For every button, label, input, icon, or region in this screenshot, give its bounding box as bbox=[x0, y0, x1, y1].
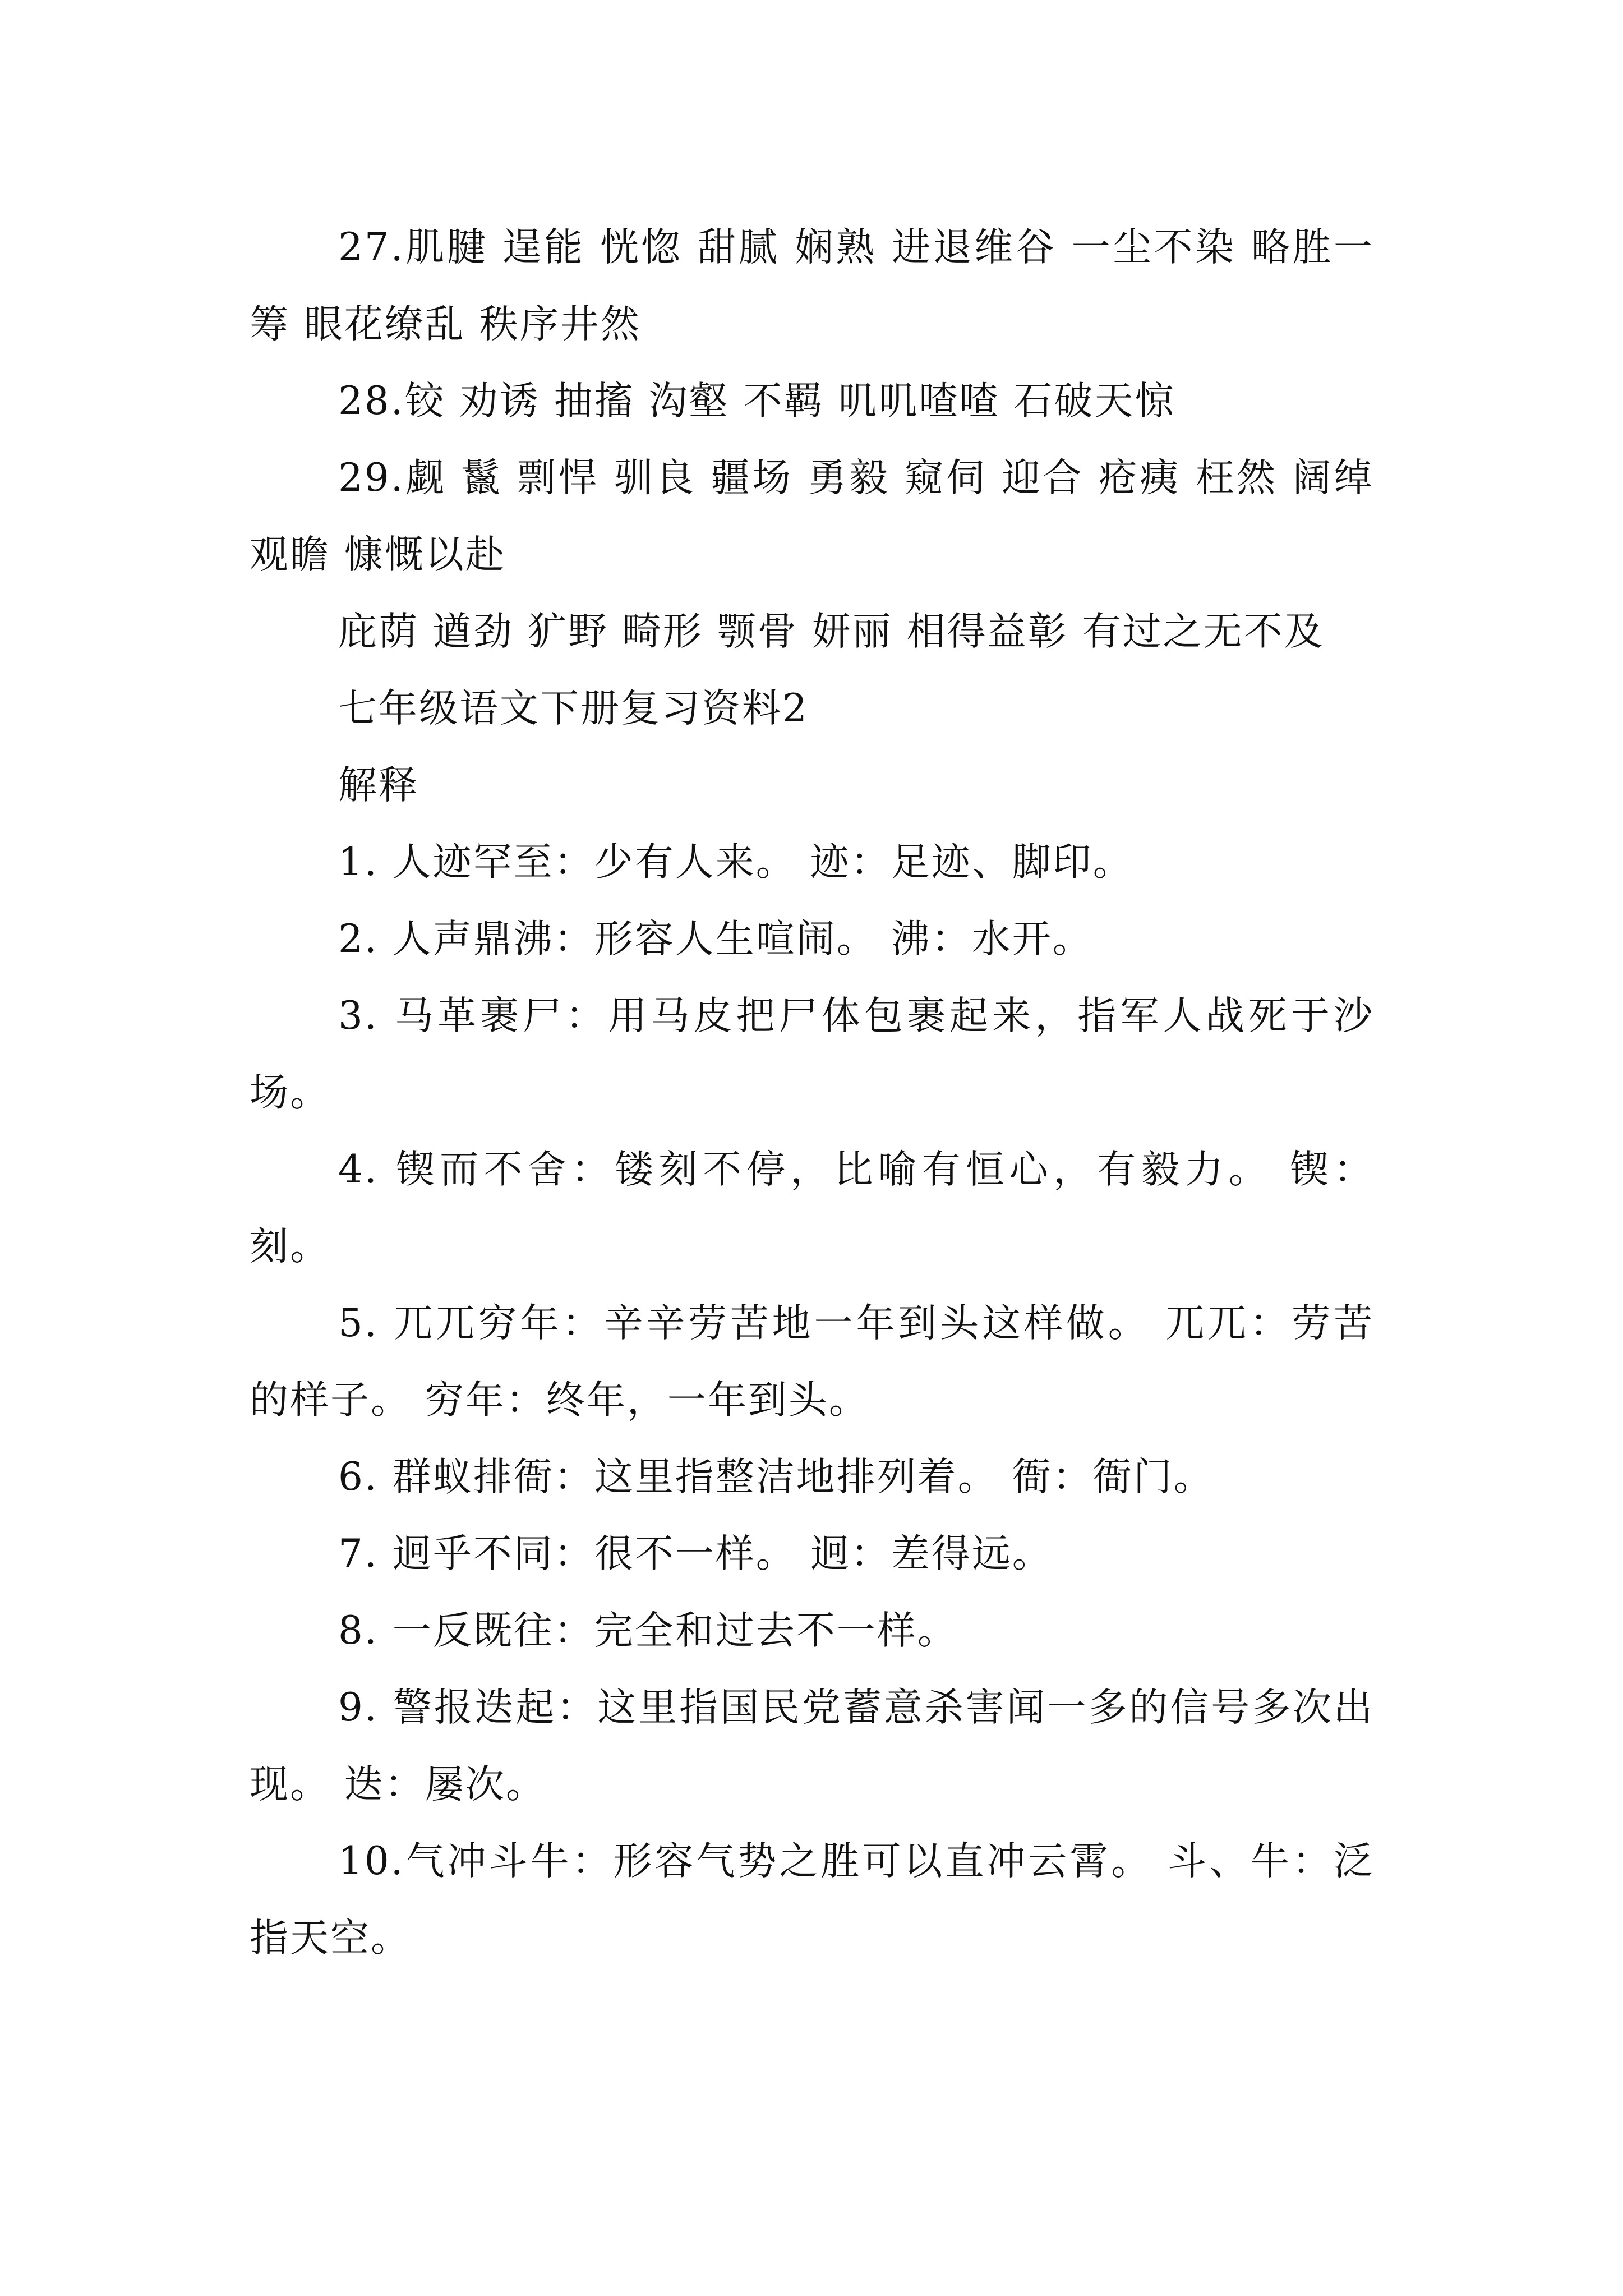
document-page bbox=[250, 209, 1374, 1977]
vocab-item-continued: 庇荫 遒劲 犷野 畸形 颚骨 妍丽 相得益彰 有过之无不及 bbox=[338, 609, 1325, 654]
vocab-item-28: 28.铰 劝诱 抽搐 沟壑 不羁 叽叽喳喳 石破天惊 bbox=[338, 379, 1175, 424]
explanation-item-4: 4. 锲而不舍：镂刻不停，比喻有恒心，有毅力。 锲：刻。 bbox=[250, 1147, 1374, 1269]
explanation-item-10: 10.气冲斗牛：形容气势之胜可以直冲云霄。 斗、牛：泛指天空。 bbox=[250, 1839, 1374, 1961]
explanation-item-2: 2. 人声鼎沸：形容人生喧闹。 沸：水开。 bbox=[338, 917, 1093, 961]
explanation-item-9: 9. 警报迭起：这里指国民党蓄意杀害闻一多的信号多次出现。 迭：屡次。 bbox=[250, 1685, 1374, 1807]
explanation-item-7: 7. 迥乎不同：很不一样。 迥：差得远。 bbox=[338, 1531, 1053, 1576]
explanation-item-6: 6. 群蚁排衙：这里指整洁地排列着。 衙：衙门。 bbox=[338, 1455, 1214, 1499]
explanation-item-8: 8. 一反既往：完全和过去不一样。 bbox=[338, 1608, 958, 1653]
section-heading-explanations: 解释 bbox=[338, 763, 419, 808]
explanation-item-1: 1. 人迹罕至：少有人来。 迹：足迹、脚印。 bbox=[338, 840, 1133, 885]
vocab-item-29: 29.觑 鬣 剽悍 驯良 疆场 勇毅 窥伺 迎合 疮痍 枉然 阔绰 观瞻 慷慨以赴 bbox=[250, 455, 1374, 577]
explanation-item-5: 5. 兀兀穷年：辛辛劳苦地一年到头这样做。 兀兀：劳苦的样子。 穷年：终年，一年到头。 bbox=[250, 1301, 1374, 1423]
section-title: 七年级语文下册复习资料2 bbox=[338, 686, 809, 731]
explanation-item-3: 3. 马革裹尸：用马皮把尸体包裹起来，指军人战死于沙场。 bbox=[250, 993, 1374, 1115]
vocab-item-27: 27.肌腱 逞能 恍惚 甜腻 娴熟 进退维谷 一尘不染 略胜一筹 眼花缭乱 秩序井然 bbox=[250, 225, 1374, 347]
